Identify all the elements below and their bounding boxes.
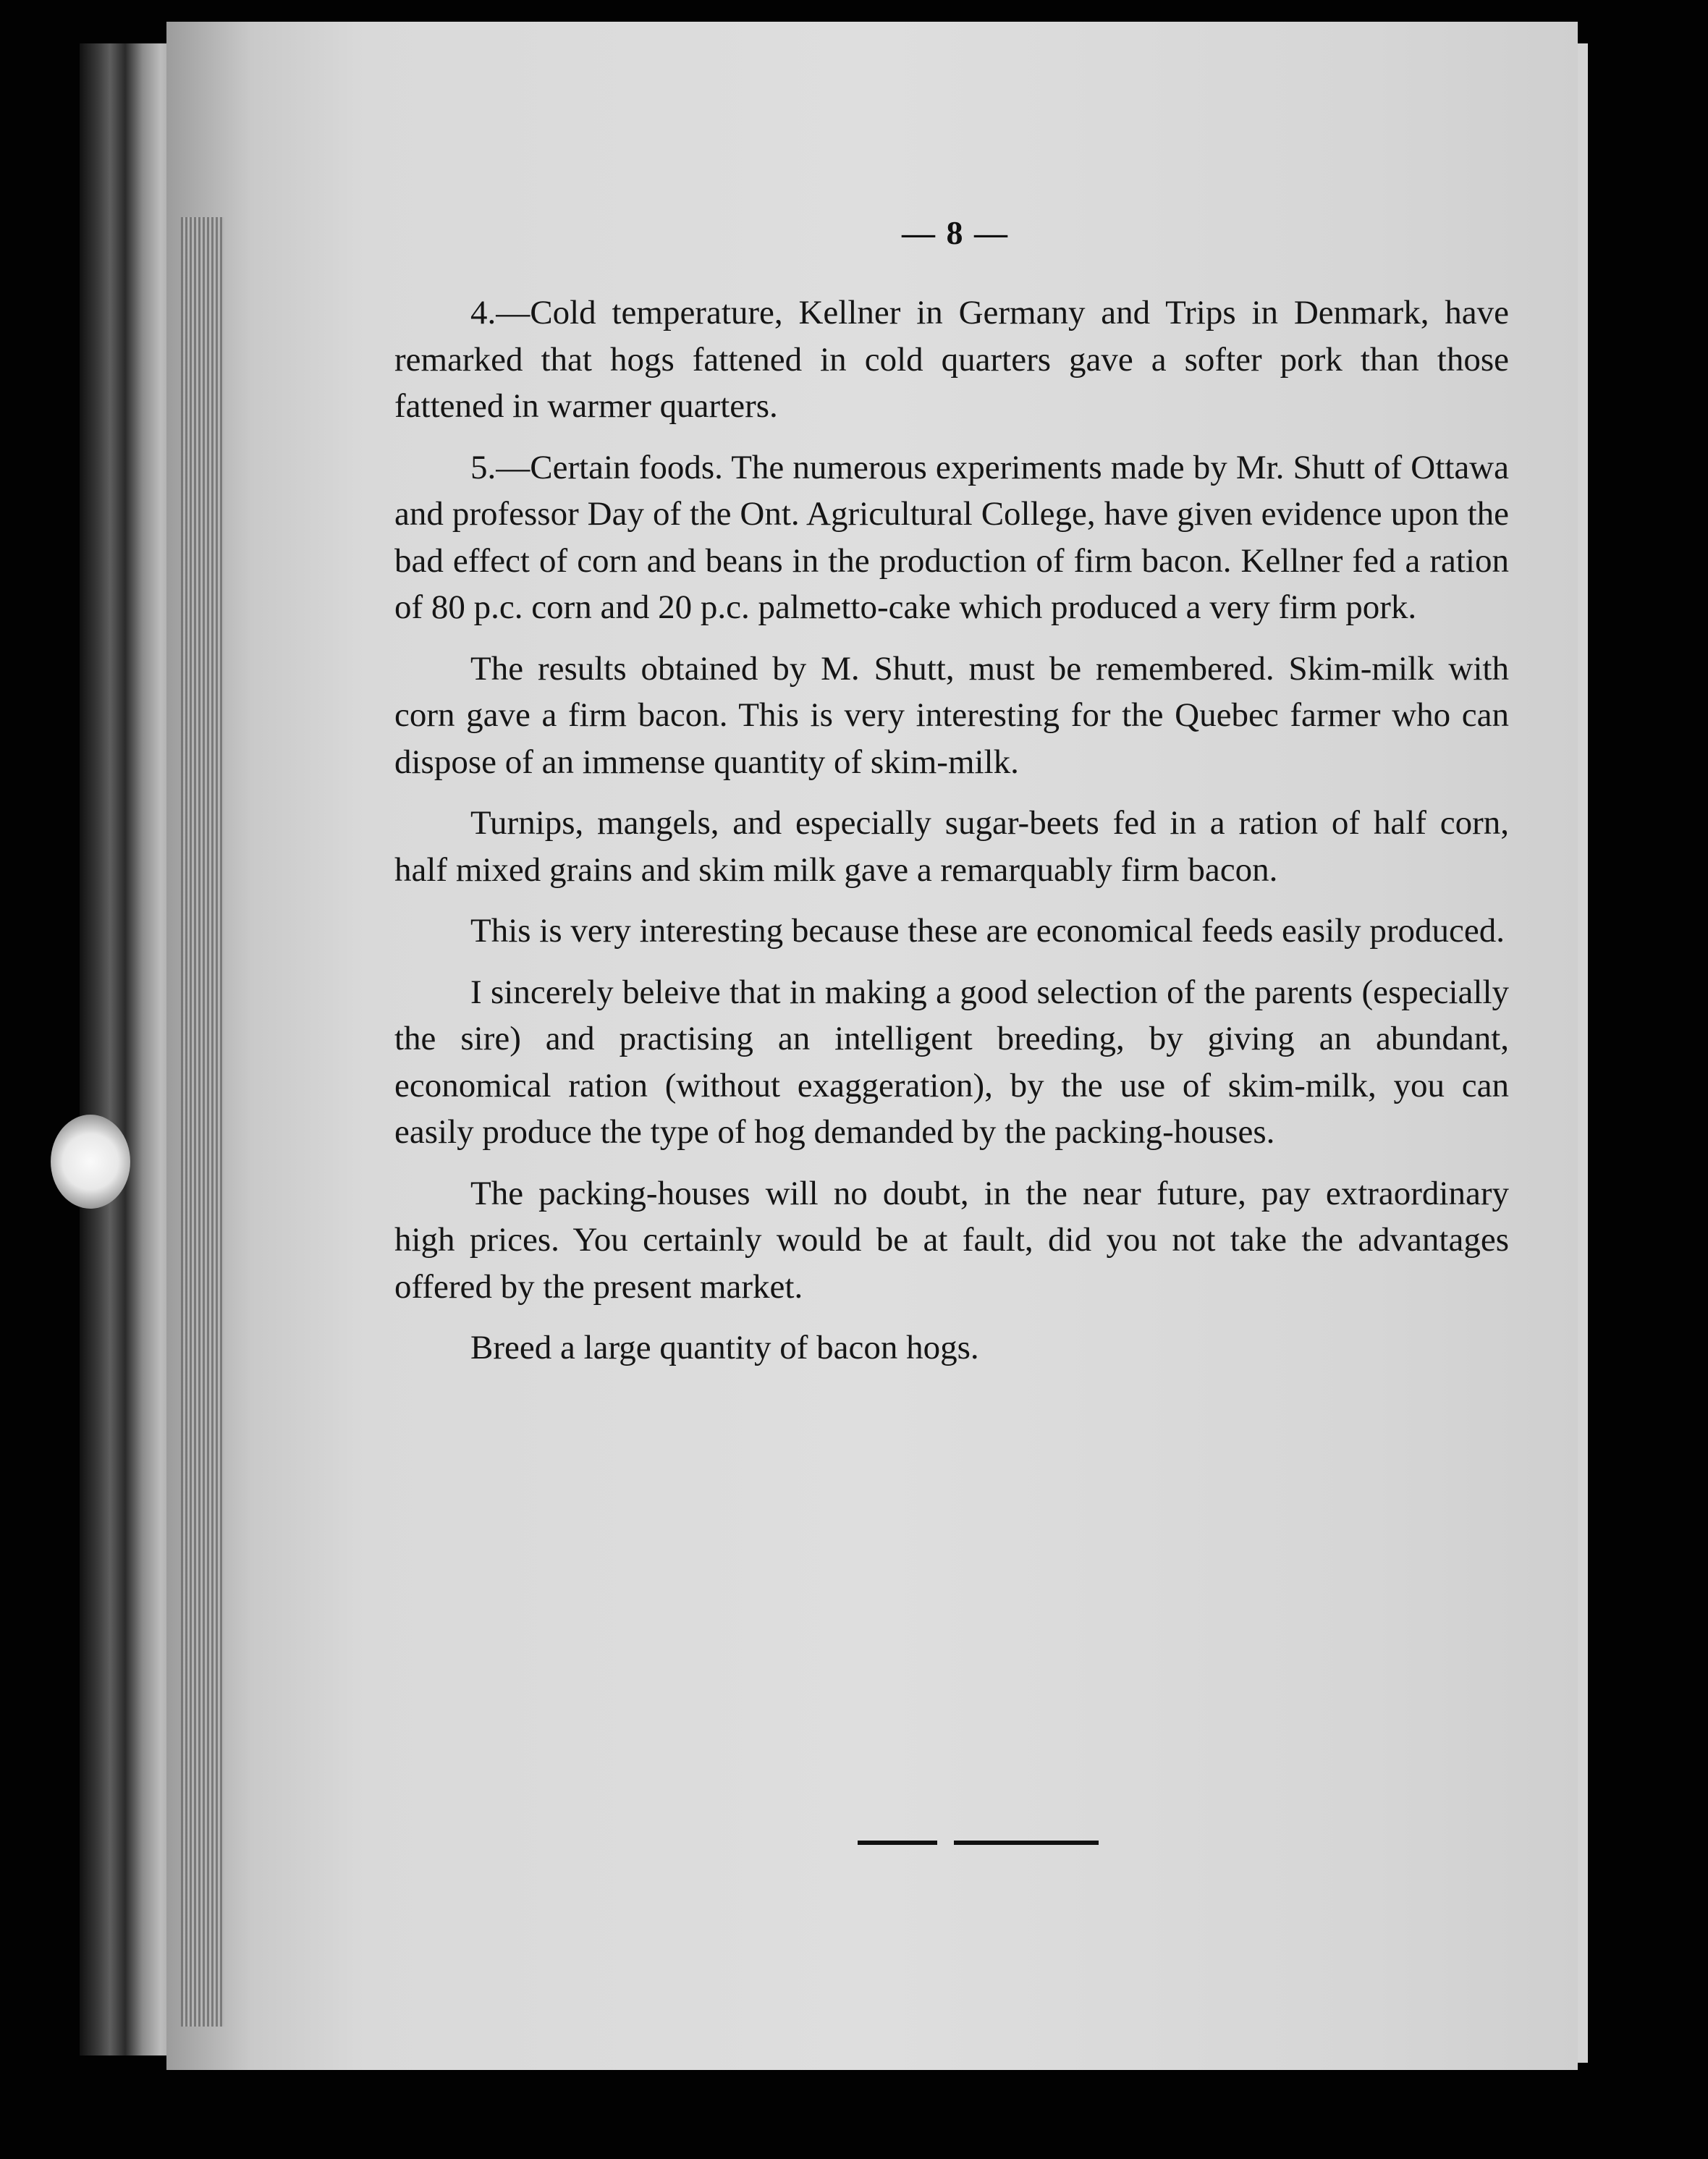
page-right-edge bbox=[1578, 43, 1588, 2063]
paragraph-packing-houses: The packing-houses will no doubt, in the near future, pay extraordinary high prices. You certainly would be at fault, did you not take the advantages offered by the present market. bbox=[394, 1174, 1509, 1306]
paragraph-economical-feeds: This is very interesting because these are economical feeds easily produced. bbox=[470, 912, 1505, 950]
paragraph-turnips: Turnips, mangels, and especially sugar-beets fed in a ration of half corn, half mixed grains and skim milk gave a remarquably firm bacon. bbox=[394, 804, 1509, 889]
paragraph-cold-temperature: 4.—Cold temperature, Kellner in Germany and Trips in Denmark, have remarked that hogs fattened in cold quarters gave a softer pork than those fattened in warmer quarters. bbox=[394, 294, 1509, 425]
paragraph-selection: I sincerely beleive that in making a good selection of the parents (especially the sire) and practising an intelligent breeding, by giving an abundant, economical ration (without exaggeration), by the use of skim-milk, you can easily produce the type of hog demanded by the packing-houses. bbox=[394, 973, 1509, 1151]
page-number: — 8 — bbox=[902, 214, 1009, 251]
closing-rule-right bbox=[954, 1841, 1099, 1845]
ink-blot bbox=[51, 1115, 130, 1209]
body-text bbox=[394, 290, 1509, 1386]
paragraph-breed: Breed a large quantity of bacon hogs. bbox=[470, 1329, 979, 1366]
paragraph-shutt-results: The results obtained by M. Shutt, must be remembered. Skim-milk with corn gave a firm bacon. This is very interesting for the Quebec farmer who can dispose of an immense quantity of skim-milk. bbox=[394, 649, 1509, 781]
book-binding bbox=[80, 43, 181, 2056]
closing-rule-left bbox=[858, 1841, 937, 1845]
page-edge-stripes bbox=[181, 217, 224, 2027]
paragraph-certain-foods: 5.—Certain foods. The numerous experiments made by Mr. Shutt of Ottawa and professor Day of the Ont. Agricultural College, have given evidence upon the bad effect of corn and beans in the production of firm bacon. Kellner fed a ration of 80 p.c. corn and 20 p.c. palmetto-cake which produced a very firm pork. bbox=[394, 448, 1509, 626]
